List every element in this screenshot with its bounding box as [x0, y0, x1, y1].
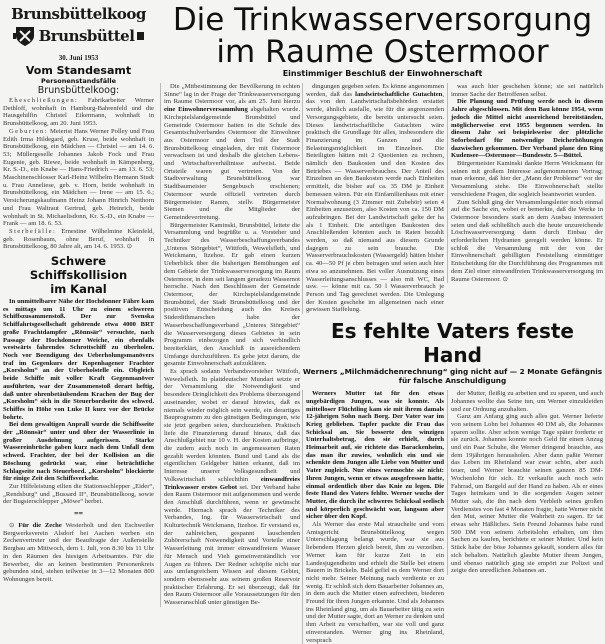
standesamt-place: Brunsbüttelkoog: [37, 85, 120, 96]
text: Die „Mitbestimmung der Bevölkerung in echten Sinne“ lag in der Frage der Trinkwasserversorgung im Raume Ostermoor vor, als am 25. Juni hierzu [164, 83, 300, 106]
text: abgehalten wurde. Kirchspielslandgemeinde Brunsbüttel und Gemeinde Ostermoor hatten in die Schule des Gesamtschulverbandes Ostermoor die Einwohner aus Ostermoor und dem Teil der Stadt Brunsbüttelkoog eingeladen, der mit Ostermoor verwachsen ist und deshalb die gleichen Lebens- und Wirtschaftsverhältnisse aufweist. Beide Ortsteile waren gut vertreten. Von der Stadtverwaltung Brunsbüttelkoog war Stadtbaumeister Sengebusch erschienen; Ostermoor wurde offiziell vertreten durch Bürgermeister Ramm, stellv. Bürgermeister Siemen und die Mitglieder der Gemeindevertretung. [164, 106, 301, 221]
text: Westerholt und den Eschweiler Bergwerksverein Alsdorf bei Aachen werben ein Zechenvertreter und der Beauftragte der Außenstelle Bergbau am Mittwoch, dem 1. Juli, von 8.30 bis 11 Uhr in den Räumen des hiesigen Arbeitsamtes. Für die Bewerber, die an keinen bestimmten Personenkreis gebunden sind, stehen teilweise in 3—12 Monaten 800 Wohnungen bereit. [3, 522, 154, 583]
kollision-title-line1: Schwere Schiffskollision [29, 254, 128, 283]
paragraph [164, 222, 300, 368]
text: Meierist Hans Werner Polley und Frau Edith Irma Hildegard, geb. Kruse, beide wohnhaft in Brunsbüttelkoog, ein Mädchen — Christel — am 14. 6. 53; Müllergeselle Johannes Jakob Fock und Frau Eugenie, geb. Riewe, beide wohnhaft in Kämpenberg, Kr. S.-D., ein Knabe — Hans-Friedrich — am 13. 6. 53; Maschinenschlosser Karl-Heinz Wilhelm Hermann Studt u. Frau Anneliese, geb. v. Horn, beide wohnhaft in Brunsbüttelkoog, ein Mädchen — Irene — am 15. 6.; Versicherungskaufmann Heinz Johann Hinrich Netthorn und Frau Waltraut Gertrud, geb. Heinrich, beide wohnhaft in St. Michaelisdonn, Kr. S.-D., ein Knabe — Frank — am 18. 6. 53. [3, 127, 154, 228]
left-column [3, 0, 154, 584]
text: Als Werner das erste Mal strauchelte und vom Amtsgericht Brunsbüttelkoog wegen Unterschlagung belangt wurde, war sie aus liebendem Herzen gleich bereit, ihm zu verzeihen. Werner kam für kurze Zeit in ein Landesjugendheim und erhielt die Stelle bei einem Bauern in Brickeln. Bald gefiel es dem Werner dort nicht mehr. Seiner Meinung nach verdiente er zu wenig. Er schloß sich dem Bauarbeiter Johannes an, in dem auch die Mutter einen aufrechten, biederen Freund für ihren Jungen erkannte. Und als Johannes ins Rheinland ging, um als Bauarbeiter tätig zu sein und der Mutter sagte, dort an Werner zu denken und ihm Arbeit zu verschaffen, war sie voll und ganz einverstanden. Werner ging ins Rheinland, versprach [306, 521, 444, 644]
trinkwasser-subheadline: Einstimmiger Beschluß der Einwohnerschaft [282, 69, 483, 78]
bold-text: Bei dem gewaltigen Anprall wurde die Schiffsseite der „Rönnsär“ unter und über der Wasserlinie in großer Ausdehnung aufgerissen. Starke Wassereinbrüche gaben kurz nach dem Unfall dem schwed. Frachter, der bei der Kollision an die Böschung gedrückt war, eine beträchtliche Schlagseite nach Steuerbord. „Korsholm“ blockierte für einige Zeit den Schiffsverkehr. [3, 421, 154, 483]
paragraph [164, 83, 300, 222]
paragraph [3, 128, 154, 228]
paragraph [3, 483, 154, 506]
masthead-ornament [137, 32, 144, 40]
text: Ganz am Anfang ging auch alles gut. Werner lieferte von seinem Lohn bei Johannes 40 DM ab, die Johannes sparen sollte. Aber schon wenige Tage später forderte er sie zurück. Johannes konnte noch Geld für einen Anzug und ein Paar Schuhe, die Werner dringend brauchte, aus dem 19jährigen herausholen. Aber dann paßte Werner das Leben im Rheinland war zwar schön, aber auch teuer, und Werner brauchte seinen ganzen 85 DM-Wochenlohn für sich. Er verkaufte auch noch sein Fahrrad, um Bargeld auf der Hand zu haben. Als er eines Tages heimkam und in die sorgenden Augen seiner Mutter sah, die ihn nach dem Verbleib seines großen Verdienstes von fast 4 Monaten fragte, hatte Werner nicht den Mut, seiner Mutter die Wahrheit zu sagen. Er tat etwas sehr Häßliches. Sein Freund Johannes habe rund 500 DM von seinem Arbeitslohn erhalten, um ihm Sachen zu kaufen, berichtete er seiner Mutter. Und kein Stück habe der böse Johannes gekauft, sondern alles für sich behalten. Natürlich glaubte Mutter ihrem Jungen, und ebenso natürlich ging sie empört zur Polizei und zeigte den unredlichen Johannes an. [451, 413, 603, 575]
bold-text: einwandfreies Trinkwasser erstes Gebot [164, 475, 300, 491]
standesamt-body [3, 97, 154, 251]
bold-text: Werners Mutter tat für den etwas ungebärdigen Jungen, was sie konnte. Als mittelloser Flüchtling kam sie mit ihrem damals 12-jährigen Sohn nach Borg. Der Vater war im Krieg geblieben. Tapfer packte die Frau das Schicksal an. Sie besserte den winzigen Unterhaltsbetrag, den sie erhielt, durch Heimarbeit auf, sie richtete das Barackenheim, das man ihr zuwies, wohnlich ein und sie schenkte dem Jungen alle Liebe von Mutter und Vater zugleich. Nur eines vermochte sie nicht: Ihren Jungen, wenn er etwas ausgefressen hatte, einmal ordentlich über das Knie zu legen. Die feste Hand des Vaters fehlte. Werner wuchs der Mutter, die durch ihr schweres Schicksal seelisch und körperlich geschwächt war, langsam aber sicher über den Kopf. [306, 390, 444, 521]
vater-col2 [447, 390, 603, 575]
right-stack [302, 83, 603, 644]
text: , das von den Landwirtschaftsbehörden erstattet werde, ähnlich ausfalle, wie für die angrenzenden Versorgungsgebiete, die bereits untersucht seien. Dieses landwirtschaftliche Gutachten wäre praktisch die Grundlage für alles, insbesondere die Finanzierung im Ganzen und die Belastungsmöglichkeit im Einzelnen. Die Beteiligten hätten mit 2 Quotienten zu rechnen, nämlich den Baukosten und den Kosten des Betriebes — Wasserverbrauches. Der Anteil des Einzelnen an den Baukosten werde nach Einheiten ermittelt, die bisher auf ca. 35 DM je Einheit bemessen wären. Für ein Einfamilienhaus mit einer Normalwohnung (3 Zimmer mit Zubehör) seien 4 Einheiten anzusetzen, also Kosten von ca. 150 DM aufzubringen. Bei der Landwirtschaft gelte der ha als 1 Einheit. Die anteiligen Baukosten des Anschließenden könnten auch in Raten bezahlt werden, so daß niemand aus diesem Grunde dagegen zu sein brauche. Die Wasserverbrauchskosten (Wassergeld) hätten bisher ca. 40—50 Pf je cbm betragen und seien auch hier etwa so anzunehmen. Bei voller Ausnutzung eines Wasserleitungsanschlusses — also mit WC, Bad usw. — könne mit ca. 50 l Wasserverbrauch je Person und Tag gerechnet werden. Die Umlegung der Kosten geschehe im allgemeinen nach einer gewissen Staffelung. [306, 90, 444, 314]
text: ⊙ [9, 522, 19, 530]
text: Zur Hilfeleistung eilten die Stationsschlepper „Eider“, „Rendsburg“ und „Bussard II“, Brunsbüttelkoog, sowie der Bugsierschlepper „Möwe“ herbei. [3, 482, 154, 506]
text: Sterbefälle: [9, 227, 57, 235]
bold-text: eine Einwohnerversammlung [164, 106, 248, 114]
standesamt-subtitle: Personenstandsfälle [41, 77, 116, 85]
text: Eheschließungen: [9, 97, 79, 104]
coat-of-arms-icon [13, 25, 37, 47]
paragraph [3, 421, 154, 483]
masthead-logo-line2-row [3, 25, 154, 47]
article-columns [160, 83, 605, 644]
bold-text: Die Planung und Prüfung werde noch in diesem Jahre abgeschlossen. Mit dem Bau könne 1954, wenn jedoch die Mittel nicht ausreichend bereitständen, möglicherweise erst 1955 begonnen werden. In diesem Jahr sei beispielsweise der plötzliche Soforbedarf für notwendige Deicherhöhungen dazwischen gekommen. Der Verband plane den Ring Kudensee—Ostermoor—Bundesstr. 5—Büttel. [451, 98, 603, 160]
trinkwasser-cols-row [302, 83, 603, 314]
text: dingungen gegeben seien. Es könne angenommen werden, daß das [306, 83, 444, 98]
text: was auch hier geschehen könne; sie sei natürlich immer Sache der Betroffenen selbst. [451, 83, 603, 98]
paragraph [306, 521, 444, 644]
text: sei. Der Verband habe den Raum Ostermoor mit aufgenommen und werde den Anschluß durchführen, wenn er gewünscht werde. Hiernach sprach der Techniker des Verbandes, Ing. für Wasserwirtschaft und Kulturtechnik Weickmann, Itzehoe. Er verstand es, der zahlreichen, gespannt lauschenden Zuhörerschaft Notwendigkeit und Vorteile einer Wasserleitung mit immer einwandfreiem Wasser für Mensch und Vieh gemeinverständlich vor Augen zu führen. Der Redner schöpfte nicht nur aus umfangreichem Wissen auf diesem Gebiet, sondern ebensosehr aus seinem großen Reservoir praktischer Erfahrung. Er sei überzeugt, daß für den Raum Ostermoor alle Voraussetzungen für den Wasseranschluß unter günstigen Be- [164, 483, 301, 607]
vater-headline: Es fehlte Vaters feste Hand [330, 319, 574, 368]
separator: == [73, 509, 84, 519]
kollision-title-line2: im Kanal [50, 282, 107, 297]
issue-date: 30. Juni 1953 [58, 54, 99, 62]
masthead-logo-line1: Brunsbüttelkoog [11, 5, 146, 23]
paragraph [3, 228, 154, 251]
paragraph [3, 298, 154, 421]
bold-text: landwirtschaftliche Gutachten [355, 90, 443, 98]
text: Geburten: [9, 127, 48, 135]
text: Bürgermeister Kaminski, Brunsbüttel, leitete die Versammlung und begrüßte u. a. Vorsteher und Techniker des Wasserbeschaffungsverbandes „Unteres Störgebiet“, Wittfoth, Wewelsfleth, und Weickmann, Itzehoe. Er gab einen kurzen Ueberblick über die bisherigen Bemühungen auf dem Gebiete der Trinkwasserversorgung im Raum Ostermoor, in dem seit langem geradezu Wassernot herrsche. Nach den Beschlüssen der Gemeinde Ostermoor, der Kirchspielslandgemeinde Brunsbüttel, der Stadt Brunsbüttelkoog und der positiven Entscheidung auch des Kreises Süderdithmarschen habe der Wasserbeschaffungsverband „Unteres Störgebiet“ die Wasserversorgung dieses Gebietes in sein Programm einbezogen und sich verbindlich bereiterklärt, den Anschluß in ausreichendem Umfange durchzuführen. Es gehe jetzt darum, die gesamte Einwohnerschaft aufzuklären. [164, 221, 300, 368]
text: Bürgermeister Kaminski dankte Herrn Weickmann für seinen mit großem Interesse aufgenommenen Vortrag; man erkenne, daß hier der „Mann der Probleme“ vor der Versammlung stehe. Die Einwohnerschaft stellte verschiedene Fragen, die sogleich beantwortet wurden. [451, 160, 603, 198]
bold-text: Für die Zeche [18, 522, 62, 530]
trinkwasser-col1 [160, 83, 300, 607]
trinkwasser-col2 [302, 83, 444, 314]
paragraph [306, 390, 444, 521]
vater-subheadline-line1: Werners „Milchmädchenrechnung“ ging nicht auf — 2 Monate Gefängnis [302, 367, 603, 377]
text: Ernestine Wilhelmine Kleinfeld, geb. Rosenbaum, ohne Beruf, wohnhaft in Brunsbüttelkoog, 80 Jahre alt, am 14. 6. 1953. ⊙ [3, 227, 154, 251]
trinkwasser-headline-line2: im Raume Ostermoor [216, 34, 549, 70]
bold-text: In unmittelbarer Nähe der Hochdonner Fähre kam es mittags um 11 Uhr zu einem schweren Schiffszusammenstoß. Der zur Svenska Schiffahrtsgesellschaft gehörende etwa 4000 BRT große Frachtdampfer „Rönnsär“ versuchte, nach Passage der Hochdonner Weiche, ein ebenfalls westwärts fahrendes Schrottschiff zu überholen. Noch vor Beendigung des Ueberholungsmanövers traf im Gegenkurs der Kopenhagener Frachter „Korsholm“ an der Ueberholstelle ein. Obgleich beide Schiffe mit voller Kraft Gegenmanöver ausführten, war der Zusammenstoß derart heftig, daß unter ohrenbetäubendem Krachen der Bug der „Korsholm“ sich in die Steuerbordseite des schwed. Schiffes in Höhe von Luke II kurz vor der Brücke bohrte. [3, 298, 154, 421]
paragraph [451, 83, 603, 98]
paragraph [164, 368, 300, 607]
paragraph [451, 199, 603, 284]
kollision-body [3, 298, 154, 506]
right-area [160, 0, 605, 644]
trinkwasser-headline-line1: Die Trinkwasserversorgung [172, 2, 593, 38]
paragraph [306, 83, 444, 314]
paragraph [451, 413, 603, 575]
paragraph [3, 522, 154, 584]
masthead-logo-line2: Brunsbüttel [38, 27, 135, 45]
paragraph [451, 98, 603, 160]
vater-cols-row [302, 390, 603, 644]
paragraph [451, 390, 603, 413]
standesamt-title: Vom Standesamt [25, 64, 132, 77]
vater-subheadline-line2: für falsche Anschuldigung [398, 376, 507, 386]
text: Zum Schluß ging der Versammlungsleiter noch einmal auf die Sache ein, wobei er bemerkte, daß die Werke in Ostermoor besonders stark an dem Ausbau interessiert seien und daß schließlich auch die heute unzureichende Löschwasserversorgung dann durch Einbau der erforderlichen Hydranten geregelt werden könne. Er schloß die Versammlung mit der von der Einwohnerschaft gebilligten Feststellung einmütiger Entscheidung für die Durchführung des Programmes mit dem Ziel einer einwandfreien Trinkwasserversorgung im Raume Ostermoor. ⊙ [451, 198, 603, 283]
trinkwasser-col3 [447, 83, 603, 283]
zeche-notice [3, 522, 154, 584]
text: Es sprach sodann Verbandsvorsteher Wittfoth, Wewelsfleth. In plattdeutscher Mundart setzte er der Versammlung die Notwendigkeit und besondere Dringlichkeit des Problems überzeugend auseinander, wobei er darauf hinwies, daß es niemals wieder möglich sein werde, ein derartiges Bauprogramm zu den günstigen Bedingungen, wie sie jetzt gegeben seien, durchzuziehen. Praktisch liefe die Finanzierung darauf hinaus, daß das Anschlußgebiet nur 10 v. H. der Kosten aufbringe, die zudem auch noch in angemessenen Raten gezahlt werden könnten. Bund und Land als die eigentlichen Geldgeber hätten erkannt, daß im Interesse unserer Volksgesundheit und Volkswirtschaft schlechthin [164, 368, 300, 483]
text: der Mutter, fleißig zu arbeiten und zu sparen, und auch Johannes wollte das Seine tun, um Werner einzukleiden und zur Ordnung anzuhalten. [451, 390, 603, 413]
paragraph [3, 97, 154, 128]
text: Fabrikarbeiter Werner Dethloff, wohnhaft in Hamburg-Bahrenfeld und die Hausgehilfin Christel Eikermann, wohnhaft in Brunsbüttelkoog, am 20. Juni 1953. [3, 97, 154, 128]
paragraph [451, 160, 603, 199]
vater-col1 [302, 390, 444, 644]
